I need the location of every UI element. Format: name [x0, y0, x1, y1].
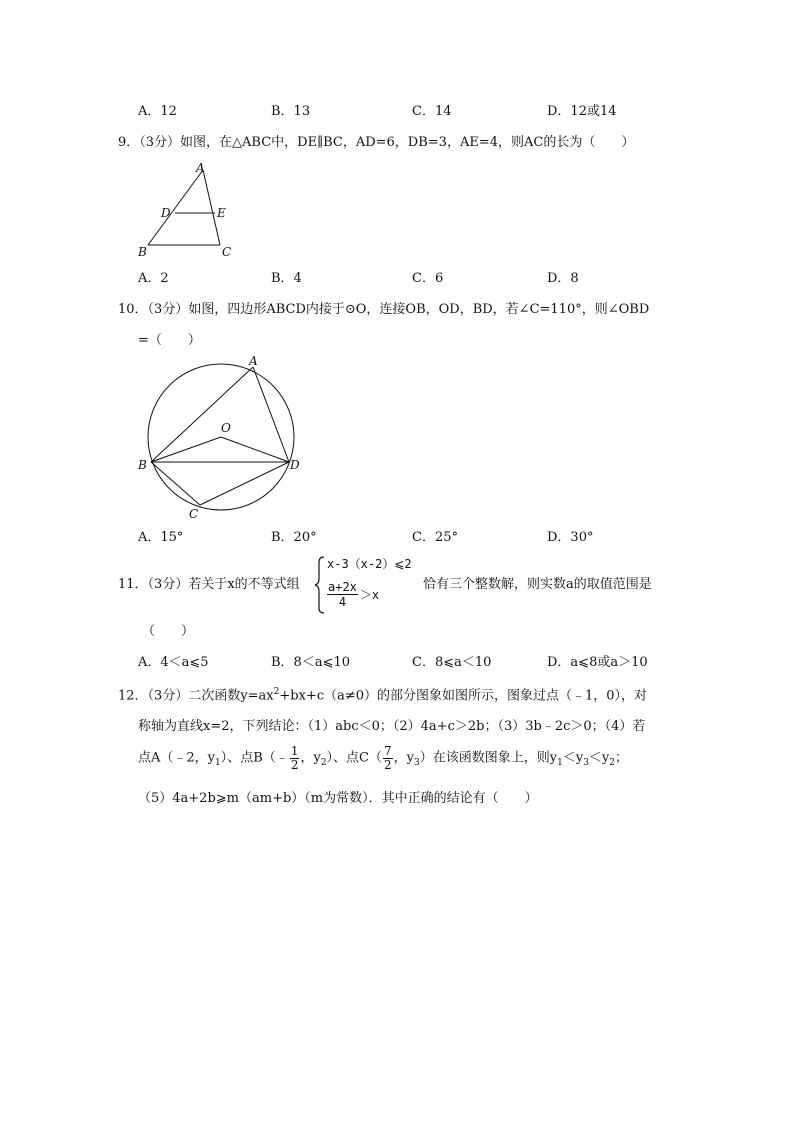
q9-option-a: A．2 [138, 271, 169, 286]
q9-label-c: C [222, 245, 232, 259]
q8-option-b: B．13 [271, 104, 311, 119]
q10-segment-ob [151, 437, 221, 462]
q9-triangle-figure [130, 158, 250, 263]
q10-label-b: B [138, 458, 147, 472]
q9-option-b: B．4 [271, 271, 302, 286]
q9-option-c: C．6 [412, 271, 444, 286]
q11-option-b: B．8＜a⩽10 [271, 655, 351, 670]
q8-option-d: D．12或14 [547, 104, 617, 119]
q11-inequality-1: x-3（x-2）⩽2 [327, 557, 412, 571]
q10-label-d: D [290, 458, 300, 472]
q10-label-c: C [189, 507, 199, 521]
q11-ineq2-denominator: 4 [338, 595, 347, 610]
q11-ineq2-numerator: a+2x [328, 580, 357, 594]
q10-option-b: B．20° [271, 530, 317, 545]
q12-line4: （5）4a+2b⩾m（am+b）（m为常数）．其中正确的结论有（ ） [138, 791, 538, 806]
q10-option-a: A．15° [138, 530, 184, 545]
q10-stem-line1: 10．（3分）如图，四边形ABCD内接于⊙O，连接OB，OD，BD，若∠C=110°，则∠OBD [118, 302, 650, 317]
q9-side-ab [148, 170, 203, 245]
q11-stem-suffix: 恰有三个整数解，则实数a的取值范围是 [423, 577, 652, 592]
q9-label-b: B [138, 245, 147, 259]
q12-fraction-b: $\frac{1}{2}$ [290, 744, 299, 772]
q8-option-c: C．14 [412, 104, 452, 119]
q12-line3: 点A（﹣2，$y_1$）、点B（﹣ $\frac{1}{2}$ ，$y_2$）、点C（ $\frac{7}{2}$ ，$y_3$）在该函数图象上，则$y_1<y_3<y_2$； [138, 744, 629, 772]
q9-label-d: D [161, 206, 171, 220]
q8-option-a: A．12 [138, 104, 177, 119]
q10-option-d: D．30° [547, 530, 594, 545]
q10-option-c: C．25° [412, 530, 458, 545]
q11-option-d: D．a⩽8或a＞10 [547, 655, 648, 670]
q12-line1: 12．（3分）二次函数$y=ax^2+bx+c(a\ne 0)$的部分图象如图所示，图象过点（﹣1，0），对 [118, 687, 648, 704]
q12-line2: 称轴为直线x=2，下列结论：（1）abc＜0；（2）4a+c＞2b；（3）3b﹣2c＞0；（4）若 [138, 719, 646, 734]
q9-stem: 9．（3分）如图，在△ABC中，DE∥BC，AD=6，DB=3，AE=4，则AC的长为（ ） [118, 135, 635, 150]
q10-side-cd [200, 462, 289, 505]
q11-system-brace [314, 556, 326, 614]
q10-circle-figure [132, 352, 312, 524]
q10-side-ad [253, 367, 289, 462]
q11-stem-prefix: 11．（3分）若关于x的不等式组 [118, 577, 300, 592]
q10-side-bc [151, 462, 200, 505]
q10-segment-od [221, 437, 289, 462]
q10-side-ab [151, 367, 253, 462]
q11-inequality-2 [327, 580, 379, 610]
q9-label-e: E [217, 206, 226, 220]
q10-label-o: O [221, 421, 231, 435]
q10-label-a: A [249, 354, 258, 368]
q9-option-d: D．8 [547, 271, 579, 286]
q11-stem-line2: （ ） [142, 624, 195, 639]
q10-stem-line2: =（ ） [138, 333, 201, 348]
q11-ineq2-relation: ＞x [359, 587, 380, 602]
q11-option-a: A．4＜a⩽5 [138, 655, 209, 670]
q11-option-c: C．8⩽a＜10 [412, 655, 492, 670]
q12-fraction-c: $\frac{7}{2}$ [384, 744, 392, 772]
q9-label-a: A [196, 161, 205, 175]
